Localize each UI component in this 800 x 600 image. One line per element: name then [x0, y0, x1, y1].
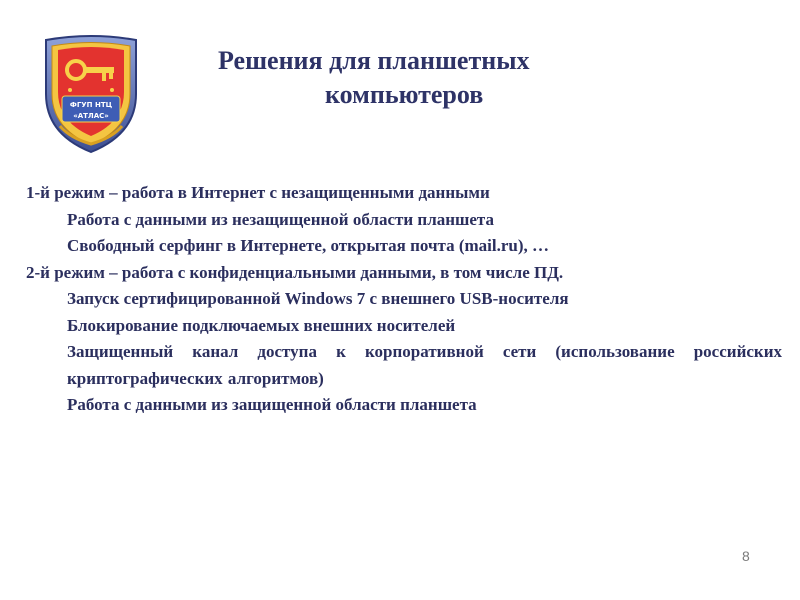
mode-2-item: Запуск сертифицированной Windows 7 с внешнего USB-носителя: [67, 289, 569, 308]
mode-1-item: Свободный серфинг в Интернете, открытая почта (mail.ru), …: [67, 236, 550, 255]
mode-2-item: Блокирование подключаемых внешних носителей: [67, 315, 456, 335]
mode-2-heading: 2-й режим – работа с конфиденциальными данными, в том числе ПД.: [26, 262, 564, 282]
mode-1-heading: 1-й режим – работа в Интернет с незащищенными данными: [26, 183, 490, 202]
logo-text-top: ФГУП НТЦ: [69, 101, 113, 109]
page-number: 8: [742, 548, 750, 564]
content-body: [26, 180, 782, 419]
title-line-2: компьютеров: [325, 80, 484, 109]
title-line-1: Решения для планшетных: [218, 46, 530, 75]
mode-2-item: Защищенный канал доступа к корпоративной сети (использование российских криптографических алгоритмов): [67, 342, 782, 388]
logo: [40, 34, 142, 156]
shield-emblem-icon: [40, 34, 142, 156]
mode-2-item: Работа с данными из защищенной области планшета: [67, 395, 477, 414]
page-title: [200, 44, 620, 112]
mode-1-item: Работа с данными из незащищенной области планшета: [67, 209, 494, 229]
logo-text-bottom: «АТЛАС»: [73, 112, 109, 120]
